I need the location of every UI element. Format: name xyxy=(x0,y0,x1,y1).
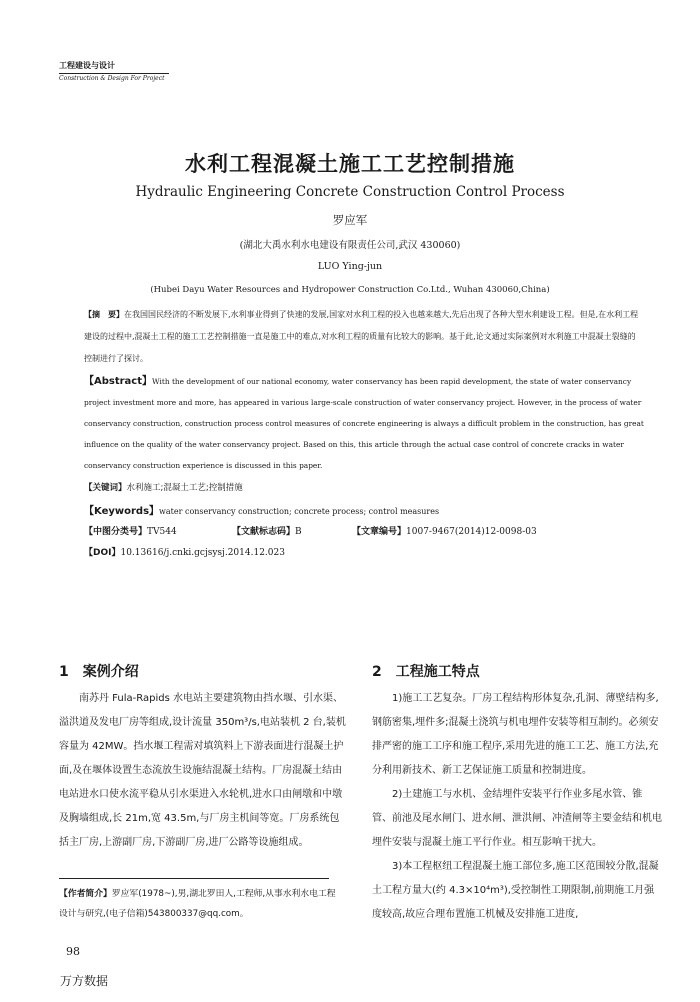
article-label: 【文章编号】 xyxy=(352,527,407,537)
keywords-cn-text: 水利施工;混凝土工艺;控制措施 xyxy=(126,483,243,493)
section2-paragraph-3: 3)本工程枢纽工程混凝土施工部位多,施工区范围较分散,混凝土工程方量大(约 4.3×10⁴m³),受控制性工期限制,前期施工月强度较高,故应合理布置施工机械及安排施工进度, xyxy=(372,861,659,920)
doi-value: 10.13616/j.cnki.gcjsysj.2014.12.023 xyxy=(120,548,285,558)
journal-header xyxy=(59,60,169,82)
abstract-cn-text: 在我国国民经济的不断发展下,水利事业得到了快速的发展,国家对水利工程的投入也越来越大,先后出现了各种大型水利建设工程。但是,在水利工程建设的过程中,混凝土工程的施工工艺控制措施一直是施工中的难点,对水利工程的质量有比较大的影响。基于此,论文通过实际案例对水利施工中混凝土裂缝的控制进行了探讨。 xyxy=(84,310,639,363)
journal-name-en: Construction & Design For Project xyxy=(59,73,169,82)
section2-heading: 2 工程施工特点 xyxy=(372,664,480,680)
abstract-cn xyxy=(84,304,639,370)
section2-body xyxy=(372,687,662,927)
keywords-cn xyxy=(84,481,243,493)
author-note xyxy=(59,884,339,924)
author-cn: 罗应军 xyxy=(332,213,368,227)
author-note-text: 罗应军(1978~),男,湖北罗田人,工程师,从事水利水电工程设计与研究,(电子信箱)543800337@qq.com。 xyxy=(59,889,336,919)
clc-value: TV544 xyxy=(147,527,177,537)
doc-label: 【文献标志码】 xyxy=(232,527,296,537)
article-number xyxy=(352,524,537,537)
keywords-cn-label: 【关键词】 xyxy=(84,483,127,493)
clc-number xyxy=(84,524,177,537)
footnote-divider xyxy=(59,878,329,879)
doc-value: B xyxy=(295,527,302,537)
section1-body xyxy=(59,687,347,855)
abstract-en xyxy=(84,371,644,476)
abstract-en-text: With the development of our national economy, water conservancy has been rapid development, the state of water conservancy project investment more and more, has appeared in various large-scale construction of water conservancy project. However, in the process of water conservancy construction, construction process control measures of concrete engineering is always a difficult problem in the construction, has great influence on the quality of the water conservancy project. Based on this, this article through the actual case control of concrete cracks in water conservancy construction experience is discussed in this paper. xyxy=(84,377,644,470)
doi xyxy=(84,545,285,558)
doi-label: 【DOI】 xyxy=(84,548,121,558)
section2-paragraph-1: 1)施工工艺复杂。厂房工程结构形体复杂,孔洞、薄壁结构多,钢筋密集,埋件多;混凝土浇筑与机电埋件安装等相互制约。必须安排严密的施工工序和施工程序,采用先进的施工工艺、施工方法,充分利用新技术、新工艺保证施工质量和控制进度。 xyxy=(372,693,659,776)
watermark: 万方数据 xyxy=(60,974,109,988)
author-en: LUO Ying-jun xyxy=(317,261,383,272)
keywords-en-label: 【Keywords】 xyxy=(84,506,160,517)
affiliation-en: (Hubei Dayu Water Resources and Hydropower Construction Co.Ltd., Wuhan 430060,China) xyxy=(150,285,550,295)
journal-name-cn: 工程建设与设计 xyxy=(59,61,115,70)
document-code xyxy=(232,524,302,537)
keywords-en-text: water conservancy construction; concrete process; control measures xyxy=(159,507,440,516)
title-en: Hydraulic Engineering Concrete Construction Control Process xyxy=(135,184,565,200)
abstract-en-label: 【Abstract】 xyxy=(84,376,153,387)
abstract-cn-label: 【摘 要】 xyxy=(84,310,124,319)
section1-heading: 1 案例介绍 xyxy=(59,664,139,680)
article-value: 1007-9467(2014)12-0098-03 xyxy=(406,527,537,537)
clc-label: 【中图分类号】 xyxy=(84,527,148,537)
page-number: 98 xyxy=(66,945,80,958)
title-cn: 水利工程混凝土施工工艺控制措施 xyxy=(185,152,515,176)
section1-paragraph: 南苏丹 Fula-Rapids 水电站主要建筑物由挡水堰、引水渠、溢洪道及发电厂房等组成,设计流量 350m³/s,电站装机 2 台,装机容量为 42MW。挡水堰工程需对填筑料上下游表面进行混凝土护面,及在堰体设置生态流放生设施结混凝土结构。厂房混凝土结由电站进水口使水流平稳从引水渠进入水轮机,进水口由闸墩和中墩及胸墙组成,长 21m,宽 43.5m,与厂房主机间等宽。厂房系统包括主厂房,上游副厂房,下游副厂房,进厂公路等设施组成。 xyxy=(59,693,346,848)
author-note-label: 【作者简介】 xyxy=(59,889,112,899)
affiliation-cn: (湖北大禹水利水电建设有限责任公司,武汉 430060) xyxy=(239,240,461,251)
keywords-en xyxy=(84,502,439,517)
section2-paragraph-2: 2)土建施工与水机、金结埋件安装平行作业多尾水管、锥管、前池及尾水闸门、进水闸、泄洪闸、冲渣闸等主要金结和机电埋件安装与混凝土施工平行作业。相互影响干扰大。 xyxy=(372,789,662,848)
